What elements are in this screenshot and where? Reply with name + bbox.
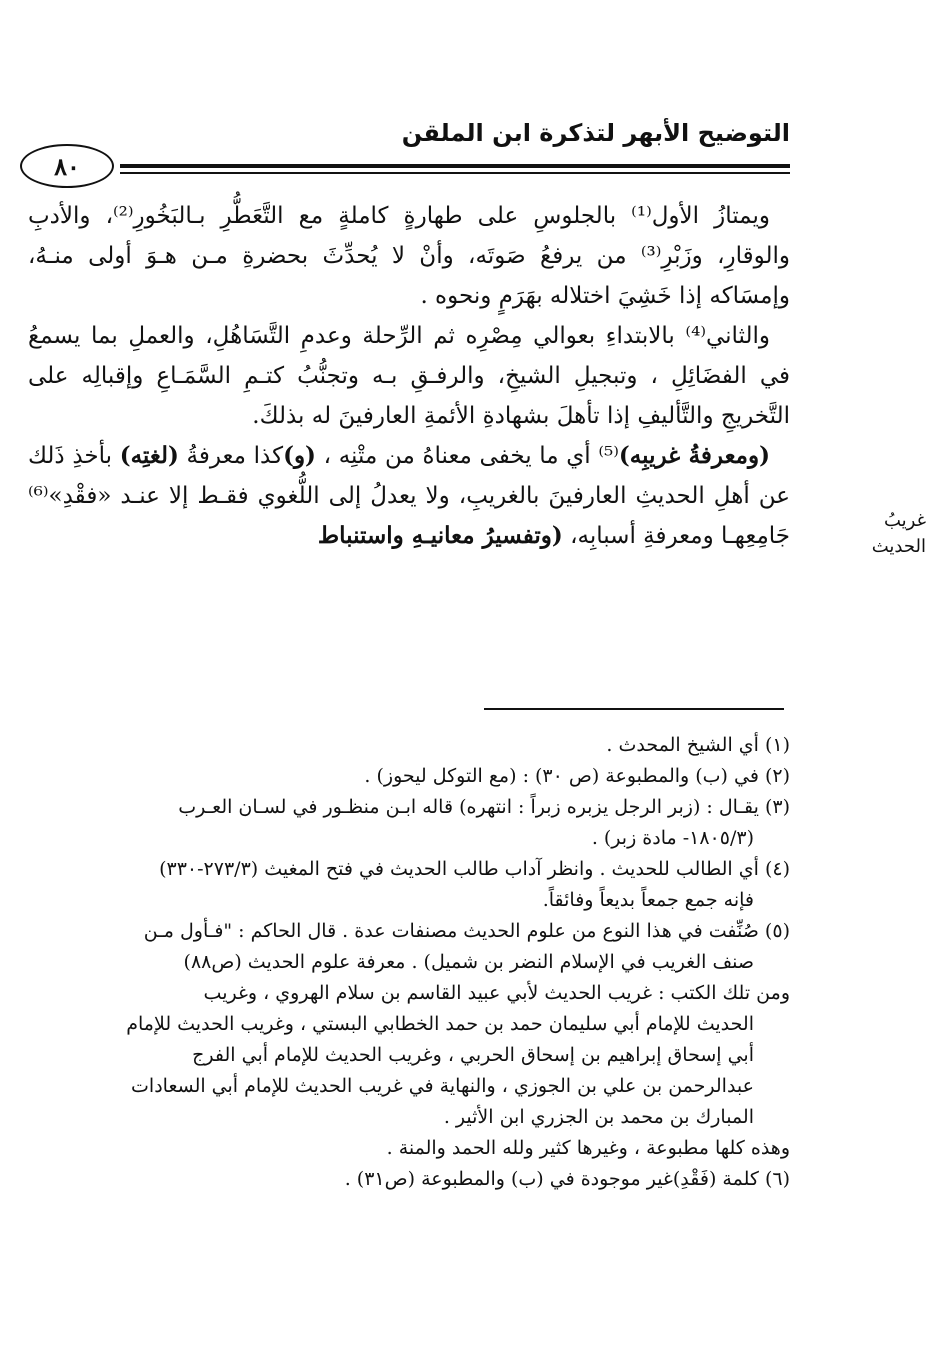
paragraph-3-text-2: كذا معرفةُ — [178, 443, 284, 469]
paragraph-3 — [28, 436, 790, 556]
footnote-line: المبارك بن محمد بن الجزري ابن الأثير . — [443, 1106, 754, 1128]
term-tafsir: (وتفسيرُ معانيـهِ واستنباط — [317, 522, 563, 549]
footnote-line: عبدالرحمن بن علي بن الجوزي ، والنهاية في غريب الحديث للإمام أبي السعادات — [131, 1075, 754, 1097]
margin-heading: غريبُ الحديث — [871, 510, 926, 557]
header-rule-thick — [120, 164, 790, 168]
footnotes — [28, 730, 790, 1195]
term-lugha: (لغتِه) — [119, 442, 179, 469]
footnote-line: ومن تلك الكتب : غريب الحديث لأبي عبيد القاسم بن سلام الهروي ، وغريب — [203, 982, 790, 1004]
footnote-line: الحديث للإمام أبي سليمان حمد بن حمد الخطابي البستي ، وغريب الحديث للإمام — [126, 1013, 754, 1035]
footnote-line: أبي إسحاق إبراهيم بن إسحاق الحربي ، وغريب الحديث للإمام أبي الفرج — [192, 1044, 754, 1066]
footnote-line: (٦) كلمة (فَقْدِ)غير موجودة في (ب) والمطبوعة (ص٣١) . — [344, 1168, 790, 1190]
paragraph-3-text-3: بأخذِ ذَلك عن أهلِ الحديثِ العارفينَ بالغريبِ، ولا يعدلُ إلى اللُّغوي فقـط إلا عنـد «فقْدِ»⁽⁶⁾ جَامِعِهـا ومعرفةِ أسبابِه، — [28, 443, 790, 549]
conjunction-waw: (و) — [283, 442, 316, 469]
main-text — [28, 196, 790, 556]
header-rule-thin — [120, 172, 790, 174]
footnote-line: (٢) في (ب) والمطبوعة (ص ٣٠) : (مع التوكل ليحوز) . — [364, 765, 790, 787]
page-number-badge — [20, 144, 114, 188]
paragraph-3-text-1: ⁽⁵⁾ أي ما يخفى معناهُ من متْنِه ، — [315, 443, 619, 469]
footnote-line: (١٨٠٥/٣- مادة زبر) . — [591, 827, 754, 849]
paragraph-2: والثاني⁽⁴⁾ بالابتداءِ بعوالي مِصْرِه ثم الرِّحلة وعدمِ التَّسَاهُلِ، والعملِ بما يسمعُ في الفضَائِلِ ، وتبجيلِ الشيخِ، والرفـقِ بـه وتجنُّبُ كتـمِ السَّمَـاعِ وإقبالِه على التَّخريجِ والتَّأليفِ إذا تأهلَ بشهادةِ الأئمةِ العارفينَ له بذلكَ. — [28, 323, 790, 429]
paragraph-1: ويمتازُ الأول⁽¹⁾ بالجلوسِ على طهارةٍ كاملةٍ مع التَّعَطُّرِ بـالبَخُورِ⁽²⁾، والأدبِ والوقارِ، وزَبْرِ⁽³⁾ من يرفعُ صَوتَه، وأنْ لا يُحدِّثَ بحضرةِ مـن هـوَ أولى منـهُ، وإمسَاكه إذا خَشِيَ اختلاله بهَرَمٍ ونحوه . — [28, 203, 791, 309]
footnote-line: (٤) أي الطالب للحديث . وانظر آداب طالب الحديث في فتح المغيث (٢٧٣/٣-٣٣٠) — [159, 858, 790, 880]
footnote-line: صنف الغريب في الإسلام النضر بن شميل) . معرفة علوم الحديث (ص٨٨) — [183, 951, 754, 973]
footnote-separator — [484, 708, 784, 710]
running-title: التوضيح الأبهر لتذكرة ابن الملقن — [401, 119, 790, 147]
footnote-line: فإنه جمع جمعاً بديعاً وفائقاً. — [542, 889, 754, 911]
term-gharib: (ومعرفةُ غريبِه) — [618, 442, 770, 469]
footnote-line: (٥) صُنِّفت في هذا النوع من علوم الحديث مصنفات عدة . قال الحاكم : "فـأول مـن — [143, 920, 790, 942]
footnote-line: (٣) يقـال : (زبر الرجل يزبره زبراً : انتهره) قاله ابـن منظـور في لسـان العـرب — [178, 796, 790, 818]
footnote-line: (١) أي الشيخ المحدث . — [606, 734, 790, 756]
page-number: ٨٠ — [54, 151, 80, 181]
footnote-line: وهذه كلها مطبوعة ، وغيرها كثير ولله الحمد والمنة . — [386, 1137, 790, 1159]
